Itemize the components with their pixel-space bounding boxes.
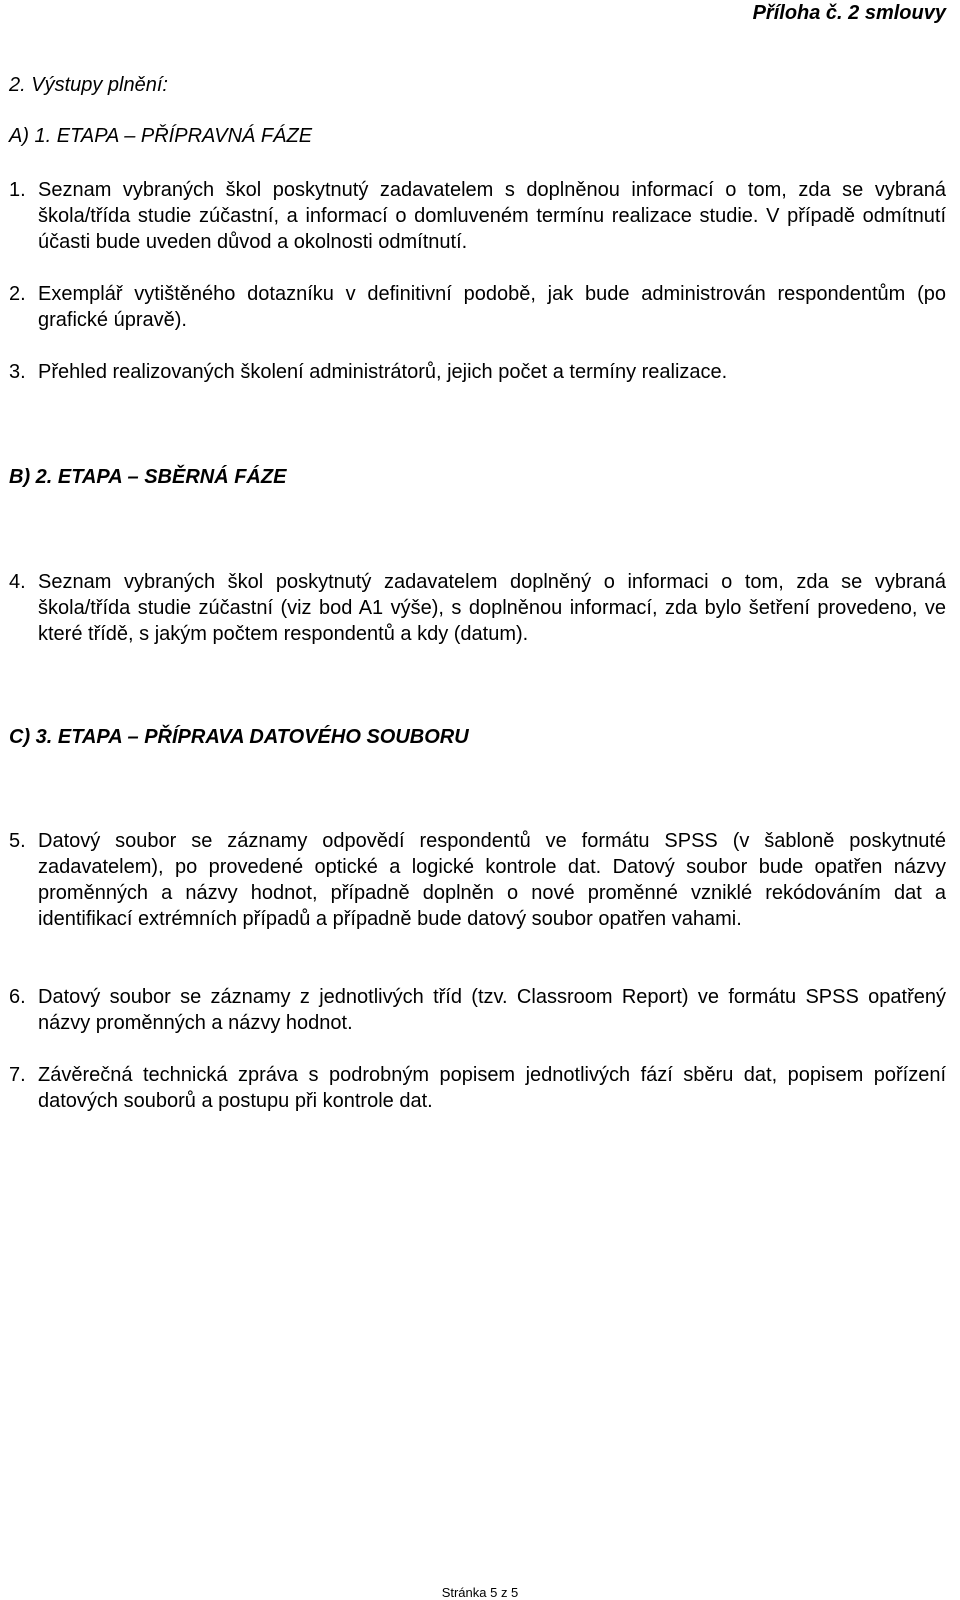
- list-item: [9, 984, 946, 1036]
- list-item: [9, 828, 946, 932]
- item-number: 7.: [9, 1064, 26, 1086]
- list-item: [9, 1062, 946, 1114]
- item-number: 2.: [9, 283, 26, 305]
- item-text: Seznam vybraných škol poskytnutý zadavatelem s doplněnou informací o tom, zda se vybraná škola/třída studie zúčastní, a informací o domluveném termínu realizace studie. V případě odmítnutí účasti bude uveden důvod a okolnosti odmítnutí.: [38, 179, 946, 253]
- list-item: [9, 281, 946, 333]
- item-number: 4.: [9, 571, 26, 593]
- item-number: 5.: [9, 830, 26, 852]
- item-text: Závěrečná technická zpráva s podrobným popisem jednotlivých fází sběru dat, popisem pořízení datových souborů a postupu při kontrole dat.: [38, 1064, 946, 1112]
- item-text: Exemplář vytištěného dotazníku v definitivní podobě, jak bude administrován respondentům (po grafické úpravě).: [38, 283, 946, 331]
- list-item: [9, 569, 946, 647]
- item-number: 3.: [9, 361, 26, 383]
- appendix-label: Příloha č. 2 smlouvy: [752, 2, 946, 24]
- page-number-footer: Stránka 5 z 5: [441, 1585, 519, 1600]
- item-text: Seznam vybraných škol poskytnutý zadavatelem doplněný o informaci o tom, zda se vybraná škola/třída studie zúčastní (viz bod A1 výše), s doplněnou informací, zda bylo šetření provedeno, ve které třídě, s jakým počtem respondentů a kdy (datum).: [38, 571, 946, 645]
- item-text: Datový soubor se záznamy z jednotlivých tříd (tzv. Classroom Report) ve formátu SPSS opatřený názvy proměnných a názvy hodnot.: [38, 986, 946, 1034]
- list-item: [9, 359, 946, 385]
- section-b-heading: B) 2. ETAPA – SBĚRNÁ FÁZE: [9, 466, 287, 488]
- outputs-title: 2. Výstupy plnění:: [9, 74, 168, 96]
- section-c-heading: C) 3. ETAPA – PŘÍPRAVA DATOVÉHO SOUBORU: [9, 726, 469, 748]
- item-text: Datový soubor se záznamy odpovědí respondentů ve formátu SPSS (v šabloně poskytnuté zadavatelem), po provedené optické a logické kontrole dat. Datový soubor bude opatřen názvy proměnných a názvy hodnot, případně doplněn o nové proměnné vzniklé rekódováním dat a identifikací extrémních případů a případně bude datový soubor opatřen vahami.: [38, 830, 946, 930]
- section-a-heading: A) 1. ETAPA – PŘÍPRAVNÁ FÁZE: [9, 125, 313, 147]
- item-number: 6.: [9, 986, 26, 1008]
- item-text: Přehled realizovaných školení administrátorů, jejich počet a termíny realizace.: [38, 361, 728, 383]
- list-item: [9, 177, 946, 255]
- item-number: 1.: [9, 179, 26, 201]
